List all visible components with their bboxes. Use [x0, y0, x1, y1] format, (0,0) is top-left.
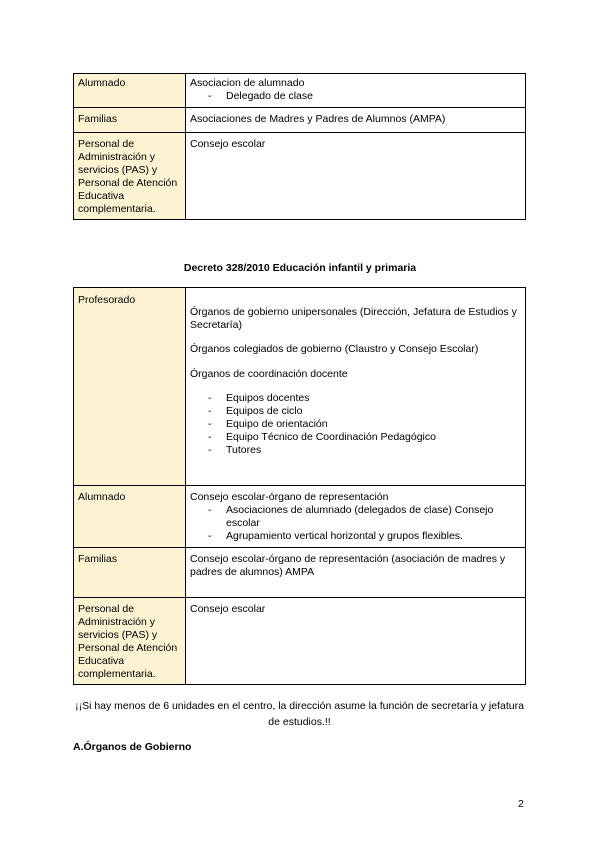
row-content: Consejo escolar — [186, 598, 526, 685]
row-content: Consejo escolar-órgano de representación (asociación de madres y padres de alumnos) AMPA — [186, 548, 526, 598]
list-item: - Delegado de clase — [208, 90, 521, 103]
table-row — [74, 108, 526, 133]
row-content — [186, 288, 526, 486]
list-item: - Agrupamiento vertical horizontal y grupos flexibles. — [208, 530, 521, 543]
list-item: - Tutores — [208, 444, 521, 457]
row-label: Personal de Administración y servicios (PAS) y Personal de Atención Educativa complementaria. — [74, 133, 186, 220]
row-label: Alumnado — [74, 74, 186, 108]
row-text: Órganos colegiados de gobierno (Claustro y Consejo Escolar) — [190, 343, 479, 355]
table-row — [74, 74, 526, 108]
dash-list — [190, 392, 521, 457]
row-label: Familias — [74, 108, 186, 133]
row-content: Asociaciones de Madres y Padres de Alumnos (AMPA) — [186, 108, 526, 133]
row-label: Personal de Administración y servicios (PAS) y Personal de Atención Educativa complementaria. — [74, 598, 186, 685]
decree-heading: Decreto 328/2010 Educación infantil y primaria — [183, 262, 417, 274]
list-item: - Equipo Técnico de Coordinación Pedagógico — [208, 431, 521, 444]
dash-list — [190, 504, 521, 543]
row-content: Consejo escolar — [186, 133, 526, 220]
table-row — [74, 288, 526, 486]
list-item: - Equipo de orientación — [208, 418, 521, 431]
page-number: 2 — [518, 798, 524, 810]
row-label: Alumnado — [74, 486, 186, 548]
row-text: Órganos de gobierno unipersonales (Dirección, Jefatura de Estudios y Secretaría) — [190, 306, 517, 331]
row-text: Asociacion de alumnado — [190, 77, 305, 89]
row-content — [186, 74, 526, 108]
row-text: Órganos de coordinación docente — [190, 368, 348, 380]
dash-list — [190, 90, 521, 103]
table-row — [74, 133, 526, 220]
table-row — [74, 548, 526, 598]
table-row — [74, 486, 526, 548]
table-1 — [73, 73, 526, 220]
table-2 — [73, 287, 526, 685]
list-item: - Equipos de ciclo — [208, 405, 521, 418]
list-item: - Equipos docentes — [208, 392, 521, 405]
row-label: Familias — [74, 548, 186, 598]
table-row — [74, 598, 526, 685]
row-content — [186, 486, 526, 548]
list-item: - Asociaciones de alumnado (delegados de clase) Consejo escolar — [208, 504, 521, 530]
row-label: Profesorado — [74, 288, 186, 486]
row-text: Consejo escolar-órgano de representación — [190, 491, 389, 503]
section-title: A.Órganos de Gobierno — [73, 741, 192, 753]
note-text: ¡¡Si hay menos de 6 unidades en el centro, la dirección asume la función de secretaría y jefatura de estudios.!! — [75, 700, 524, 728]
